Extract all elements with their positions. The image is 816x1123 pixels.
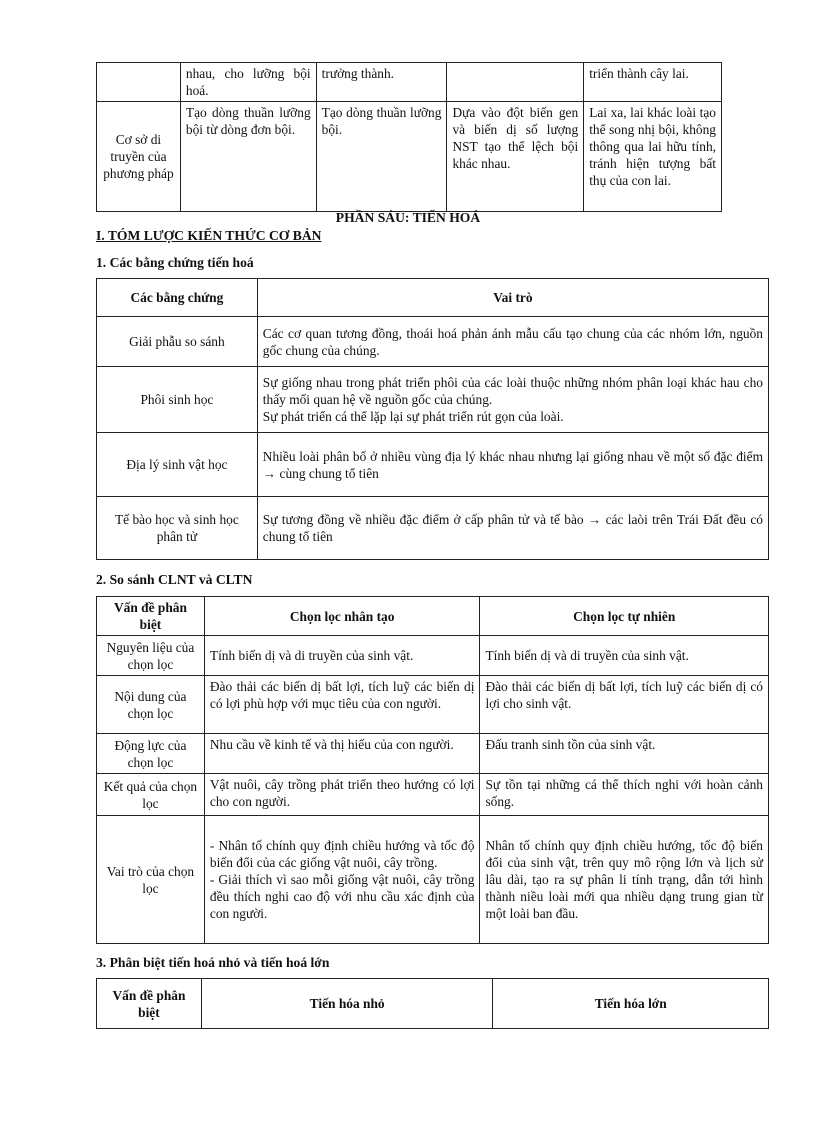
table-cell: nhau, cho lưỡng bội hoá. <box>180 63 316 102</box>
cell-line: - Nhân tố chính quy định chiều hướng và tốc độ biến đổi của các giống vật nuôi, cây trồng. <box>209 838 475 870</box>
evidence-role: Các cơ quan tương đồng, thoái hoá phản ánh mẫu cấu tạo chung của các nhóm lớn, nguồn gốc chung của chúng. <box>257 317 768 367</box>
column-header: Chọn lọc nhân tạo <box>204 597 480 636</box>
evidence-role-text: các laòi trên Trái Đất đều có chung tổ tiên <box>262 512 763 544</box>
evidence-role <box>257 497 768 560</box>
section-title: I. TÓM LƯỢC KIẾN THỨC CƠ BẢN <box>96 228 322 243</box>
table-cell: triển thành cây lai. <box>584 63 722 102</box>
table-row <box>97 63 722 102</box>
table-row <box>97 597 769 636</box>
table-row <box>97 774 769 816</box>
table-row <box>97 367 769 433</box>
column-header: Các bằng chứng <box>97 279 258 317</box>
evidence-role-line: Sự giống nhau trong phát triển phôi của các loài thuộc những nhóm phân loại khác hau cho thấy mối quan hệ về nguồn gốc của chúng. <box>262 375 763 407</box>
column-header: Vai trò <box>257 279 768 317</box>
table-row <box>97 102 722 212</box>
table-cell: trưởng thành. <box>316 63 447 102</box>
part-title: PHẦN SÁU: TIẾN HOÁ <box>335 210 481 225</box>
row-label: Nguyên liệu của chọn lọc <box>97 636 205 676</box>
evidence-heading: 1. Các bằng chứng tiến hoá <box>96 255 254 270</box>
table-cell: Lai xa, lai khác loài tạo thể song nhị bội, không thông qua lai hữu tính, tránh hiện tượng bất thụ của con lai. <box>584 102 722 212</box>
method-table <box>96 62 722 212</box>
row-label: Cơ sở di truyền của phương pháp <box>97 102 181 212</box>
table-cell <box>447 63 584 102</box>
evidence-role-text: Sự tương đồng về nhiều đặc điểm ở cấp phân tử và tế bào <box>262 512 584 527</box>
arrow-right-icon: → <box>587 512 602 527</box>
table-row <box>97 317 769 367</box>
table-cell: Dựa vào đột biến gen và biến dị số lượng NST tạo thể lệch bội khác nhau. <box>447 102 584 212</box>
row-label: Nội dung của chọn lọc <box>97 676 205 734</box>
evidence-role <box>257 367 768 433</box>
table-row <box>97 676 769 734</box>
table-cell: Đấu tranh sinh tồn của sinh vật. <box>480 734 769 774</box>
column-header: Chọn lọc tự nhiên <box>480 597 769 636</box>
table-cell <box>97 63 181 102</box>
evidence-name: Tế bào học và sinh học phân tử <box>97 497 258 560</box>
row-label: Động lực của chọn lọc <box>97 734 205 774</box>
column-header: Tiến hóa nhỏ <box>201 979 493 1029</box>
table-cell: Nhân tố chính quy định chiều hướng, tốc độ biến đổi của sinh vật, trên quy mô rộng lớn và lịch sử lâu dài, tạo ra sự phân li tính trạng, dẫn tới hình thành niều loài mới qua nhiều dạng trung gian từ một loài ban đầu. <box>480 816 769 944</box>
table-cell: Tạo dòng thuần lưỡng bội từ dòng đơn bội. <box>180 102 316 212</box>
cell-line: - Giải thích vì sao mỗi giống vật nuôi, cây trồng đều thích nghi cao độ với nhu cầu xác định của con người. <box>209 872 475 921</box>
table-cell: Tính biến dị và di truyền của sinh vật. <box>204 636 480 676</box>
evidence-role <box>257 433 768 497</box>
table-row <box>97 636 769 676</box>
row-label: Kết quả của chọn lọc <box>97 774 205 816</box>
evidence-role-text: cùng chung tổ tiên <box>279 465 379 481</box>
table-row <box>97 816 769 944</box>
table-cell: Nhu cầu về kinh tế và thị hiếu của con người. <box>204 734 480 774</box>
evidence-role-text: Nhiều loài phân bố ở nhiều vùng địa lý khác nhau nhưng lại giống nhau về một số đặc điểm <box>262 448 763 464</box>
evidence-table <box>96 278 769 560</box>
table-cell: Vật nuôi, cây trồng phát triển theo hướng có lợi cho con người. <box>204 774 480 816</box>
table-cell: Sự tồn tại những cá thể thích nghi với hoàn cảnh sống. <box>480 774 769 816</box>
table-cell: Đào thải các biến dị bất lợi, tích luỹ các biến dị có lợi phù hợp với mục tiêu của con người. <box>204 676 480 734</box>
evolution-table <box>96 978 769 1029</box>
evidence-name: Địa lý sinh vật học <box>97 433 258 497</box>
selection-heading: 2. So sánh CLNT và CLTN <box>96 572 253 587</box>
table-row <box>97 497 769 560</box>
evidence-role-line: Sự phát triển cá thể lặp lại sự phát triển rút gọn của loài. <box>262 409 564 424</box>
column-header: Vấn đề phân biệt <box>97 979 202 1029</box>
table-cell: Tạo dòng thuần lưỡng bội. <box>316 102 447 212</box>
evidence-name: Phôi sinh học <box>97 367 258 433</box>
selection-table <box>96 596 769 944</box>
evolution-heading: 3. Phân biệt tiến hoá nhỏ và tiến hoá lớn <box>96 955 330 970</box>
column-header: Tiến hóa lớn <box>493 979 769 1029</box>
table-cell <box>204 816 480 944</box>
table-cell: Đào thải các biến dị bất lợi, tích luỹ các biến dị có lợi cho sinh vật. <box>480 676 769 734</box>
table-row <box>97 433 769 497</box>
table-row <box>97 734 769 774</box>
table-row <box>97 279 769 317</box>
table-cell: Tính biến dị và di truyền của sinh vật. <box>480 636 769 676</box>
evidence-name: Giải phẫu so sánh <box>97 317 258 367</box>
row-label: Vai trò của chọn lọc <box>97 816 205 944</box>
arrow-right-icon: → <box>262 465 277 481</box>
table-row <box>97 979 769 1029</box>
column-header: Vấn đề phân biệt <box>97 597 205 636</box>
